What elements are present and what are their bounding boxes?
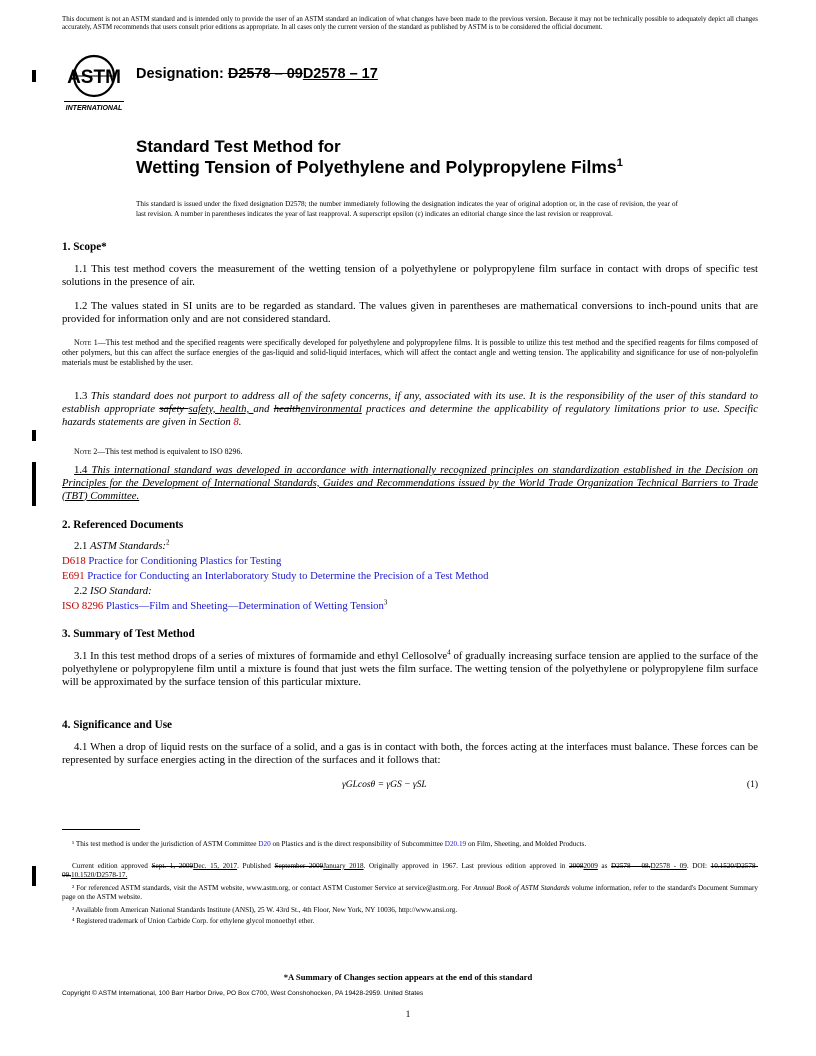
section-8-link[interactable]: 8 <box>233 415 239 428</box>
para-4-1: 4.1 When a drop of liquid rests on the surface of a solid, and a gas is in contact with both, the forces acting at the interfaces must balance. These forces can be represented by surface energies acting in the direction of the surfaces and it follows that: <box>62 741 758 766</box>
change-bar-1-3 <box>32 430 36 441</box>
footnote-1-edition: Current edition approved Sept. 1, 2009Dec. 15, 2017. Published September 2009January 2018. Originally approved in 1967. Last previous edition approved in 20082009 as D2578 – 08.D2578 - 09. DOI: 10.1520/D2578-09.10.1520/D2578-17. <box>62 862 758 880</box>
summary-of-changes-note: *A Summary of Changes section appears at the end of this standard <box>283 972 533 982</box>
section-4-heading: 4. Significance and Use <box>62 719 173 731</box>
para-3-1: 3.1 In this test method drops of a series of mixtures of formamide and ethyl Cellosolve$^4$ of gradually increasing surface tension are applied to the surface of the polyethylene or polypropylene film until a mixture is found that just wets the film surface. The wetting tension of the polyethylene or polypropylene film surface will be approximated by the surface tension of this particular mixture. <box>62 648 758 688</box>
astm-logo <box>60 52 128 112</box>
footnote-1: ¹ This test method is under the jurisdiction of ASTM Committee D20 on Plastics and is the direct responsibility of Subcommittee D20.19 on Film, Sheeting, and Molded Products. <box>72 840 587 848</box>
designation <box>136 66 378 82</box>
ref-iso-8296[interactable]: ISO 8296 Plastics—Film and Sheeting—Determination of Wetting Tension$^3$ <box>62 598 388 612</box>
footnote-4: ⁴ Registered trademark of Union Carbide Corp. for ethylene glycol monoethyl ether. <box>72 917 315 925</box>
title-line-2: Wetting Tension of Polyethylene and Polypropylene Films$^1$ <box>136 157 623 177</box>
designation-new: D2578 – 17 <box>302 66 378 82</box>
change-bar-designation <box>32 70 36 82</box>
astm-standards-label: 2.1 ASTM Standards:$^2$ <box>74 538 170 552</box>
section-3-heading: 3. Summary of Test Method <box>62 628 195 640</box>
change-bar-footnote <box>32 866 36 886</box>
iso-standard-label: 2.2 ISO Standard: <box>74 585 152 597</box>
para-1-1: 1.1 This test method covers the measurement of the wetting tension of a polyethylene or polypropylene film surface in contact with drops of specific test solutions in the presence of air. <box>62 263 758 288</box>
equation-number: (1) <box>746 780 758 790</box>
para-1-2: 1.2 The values stated in SI units are to be regarded as standard. The values given in parentheses are mathematical conversions to inch-pound units that are provided for information only and are not considered standard. <box>62 300 758 325</box>
header-notice: This document is not an ASTM standard and is intended only to provide the user of an ASTM standard an indication of what changes have been made to the previous version. Because it may not be technically possible to adequately depict all changes accurately, ASTM recommends that users consult prior editions as appropriate. In all cases only the current version of the standard as published by ASTM is to be considered the official document. <box>62 16 758 32</box>
issued-note: This standard is issued under the fixed designation D2578; the number immediately following the designation indicates the year of original adoption or, in the case of revision, the year of last revision. A number in parentheses indicates the year of last reapproval. A superscript epsilon (ε) indicates an editorial change since the last revision or reapproval. <box>136 200 678 218</box>
footnote-3: ³ Available from American National Standards Institute (ANSI), 25 W. 43rd St., 4th Floor, New York, NY 10036, http://www.ansi.org. <box>72 906 458 914</box>
change-bar-1-4 <box>32 462 36 506</box>
svg-text:ASTM: ASTM <box>67 67 121 88</box>
para-1-3: 1.3 This standard does not purport to address all of the safety concerns, if any, associated with its use. It is the responsibility of the user of this standard to establish appropriate safety safety, health, and healthenvironmental practices and determine the applicability of regulatory limitations prior to use. Specific hazards statements are given in Section 8. <box>62 390 759 428</box>
logo-text: INTERNATIONAL <box>65 105 123 112</box>
designation-old: D2578 – 09 <box>227 66 303 82</box>
equation-expression: γGLcosθ = γGS − γSL <box>342 780 427 790</box>
title-line-1: Standard Test Method for <box>136 137 341 156</box>
footnote-2: ² For referenced ASTM standards, visit the ASTM website, www.astm.org, or contact ASTM Customer Service at service@astm.org. For Annual Book of ASTM Standards volume information, refer to the standard's Document Summary page on the ASTM website. <box>62 884 758 902</box>
note-1: Note 1—This test method and the specified reagents were specifically developed for polyethylene and polypropylene films. It is possible to utilize this test method and the specified reagents for films composed of other polymers, but this can affect the surface energies of the gas-liquid and solid-liquid interfaces, which will affect the contact angle and wetting tension. The applicability and significance for use of non-polyolefin materials must be established by the user. <box>62 338 759 367</box>
copyright: Copyright © ASTM International, 100 Barr Harbor Drive, PO Box C700, West Conshohocken, PA 19428-2959. United States <box>62 990 424 997</box>
ref-e691[interactable]: E691 Practice for Conducting an Interlaboratory Study to Determine the Precision of a Test Method <box>62 570 489 582</box>
footnote-rule <box>62 829 140 830</box>
designation-label: Designation: <box>136 66 224 82</box>
para-1-4: 1.4 This international standard was developed in accordance with internationally recognized principles on standardization established in the Decision on Principles for the Development of International Standards, Guides and Recommendations issued by the World Trade Organization Technical Barriers to Trade (TBT) Committee. <box>62 464 759 502</box>
ref-d618[interactable]: D618 Practice for Conditioning Plastics for Testing <box>62 555 282 567</box>
section-1-heading: 1. Scope* <box>62 241 107 253</box>
section-2-heading: 2. Referenced Documents <box>62 519 184 531</box>
note-2: Note 2—This test method is equivalent to ISO 8296. <box>74 447 243 456</box>
page-number: 1 <box>405 1010 411 1020</box>
